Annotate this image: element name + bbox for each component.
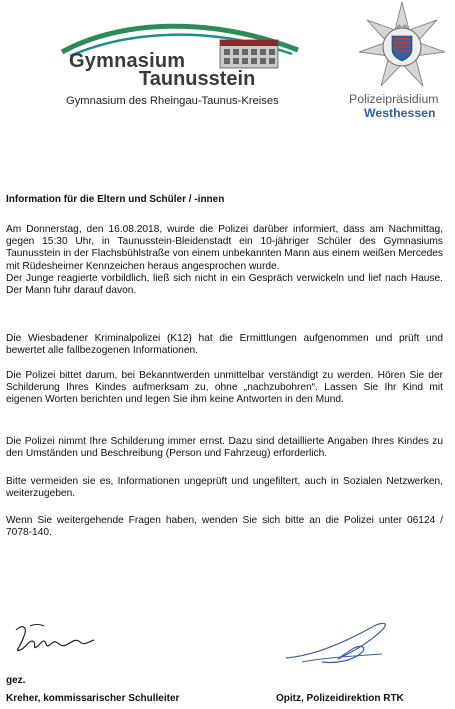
paragraph-text: Der Junge reagierte vorbildlich, ließ sich nicht in ein Gespräch verwickeln und lief nach Hause. Der Mann fuhr darauf davon.	[6, 272, 443, 297]
school-logo-word-gymnasium: Gymnasium	[69, 50, 186, 72]
signature-opitz-icon	[282, 618, 402, 668]
paragraph-text: Die Polizei bittet darum, bei Bekanntwerden unmittelbar verständigt zu werden. Hören Sie der Schilderung Ihres Kindes aufmerksam zu, ohne „nachzubohren“. Lassen Sie Ihr Kind mit eigenen Worten berichten und legen Sie ihm keine Antworten in den Mund.	[6, 370, 443, 406]
paragraph-text: Die Wiesbadener Kriminalpolizei (K12) hat die Ermittlungen aufgenommen und prüft und bewertet alle fallbezogenen Informationen.	[6, 333, 443, 357]
paragraph-text: Bitte vermeiden sie es, Informationen ungeprüft und ungefiltert, auch in Sozialen Netzwerken, weiterzugeben.	[6, 476, 443, 500]
police-star-icon	[357, 0, 447, 90]
document-heading: Information für die Eltern und Schüler / -innen	[6, 194, 225, 205]
paragraph-incident	[6, 224, 443, 297]
paragraph-text: Am Donnerstag, den 16.08.2018, wurde die Polizei darüber informiert, dass am Nachmittag, gegen 15:30 Uhr, in Taunusstein-Bleidenstadt ein 10-jähriger Schüler des Gymnasiums Taunusstein in der Flachsbühlstraße von einem unbekannten Mann aus einem weißen Mercedes mit Rüdesheimer Kennzeichen heraus angesprochen wurde.	[6, 224, 443, 272]
paragraph-social-media	[6, 476, 443, 500]
signer-right-name: Opitz, Polizeidirektion RTK	[276, 693, 404, 704]
paragraph-text: Wenn Sie weitergehende Fragen haben, wenden Sie sich bitte an die Polizei unter 06124 / 7078-140.	[6, 515, 443, 539]
gez-label: gez.	[6, 675, 26, 686]
signer-left-name: Kreher, kommissarischer Schulleiter	[6, 693, 180, 704]
school-subtitle: Gymnasium des Rheingau-Taunus-Kreises	[66, 95, 279, 107]
signature-kreher-icon	[10, 620, 110, 660]
police-name-line2: Westhessen	[364, 106, 436, 120]
police-name-line1: Polizeipräsidium	[349, 92, 439, 106]
school-logo-word-taunusstein: Taunusstein	[139, 68, 256, 90]
paragraph-request	[6, 370, 443, 407]
paragraph-text: Die Polizei nimmt Ihre Schilderung immer ernst. Dazu sind detaillierte Angaben Ihres Kindes zu den Umständen und Beschreibung (Person und Fahrzeug) erforderlich.	[6, 436, 443, 460]
paragraph-details	[6, 436, 443, 460]
paragraph-investigation	[6, 333, 443, 357]
paragraph-contact	[6, 515, 443, 539]
